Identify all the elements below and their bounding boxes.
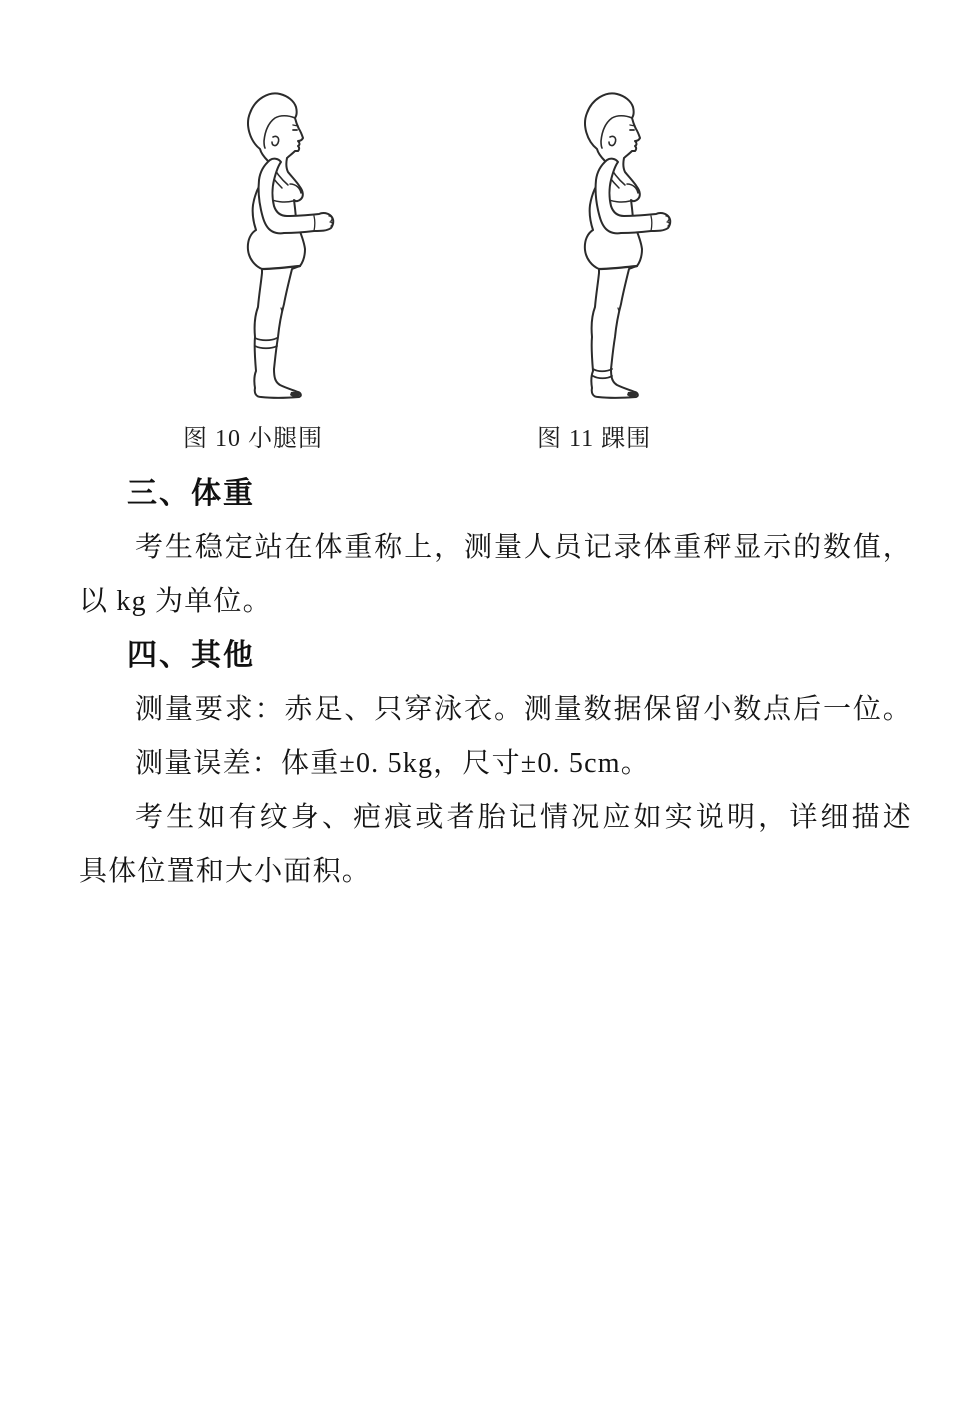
woman-profile-illustration-calf (230, 88, 360, 408)
text-block (79, 467, 912, 899)
figure-caption-calf: 图 10 小腿围 (183, 426, 323, 452)
figure-calf-measurement (230, 88, 360, 408)
paragraph-weight-line-1: 考生稳定站在体重称上，测量人员记录体重秤显示的数值， (135, 532, 912, 563)
paragraph-tattoo-line-1: 考生如有纹身、疤痕或者胎记情况应如实说明，详细描述 (135, 802, 912, 833)
paragraph-tolerance: 测量误差：体重±0. 5kg，尺寸±0. 5cm。 (135, 748, 650, 779)
figure-ankle-measurement (567, 88, 697, 408)
paragraph-requirements: 测量要求：赤足、只穿泳衣。测量数据保留小数点后一位。 (135, 694, 912, 725)
section-heading-weight: 三、体重 (127, 477, 255, 510)
paragraph-tattoo-line-2: 具体位置和大小面积。 (79, 856, 372, 887)
section-heading-other: 四、其他 (127, 639, 255, 672)
woman-profile-illustration-ankle (567, 88, 697, 408)
figure-caption-ankle: 图 11 踝围 (537, 426, 652, 452)
paragraph-weight-line-2: 以 kg 为单位。 (79, 586, 272, 617)
